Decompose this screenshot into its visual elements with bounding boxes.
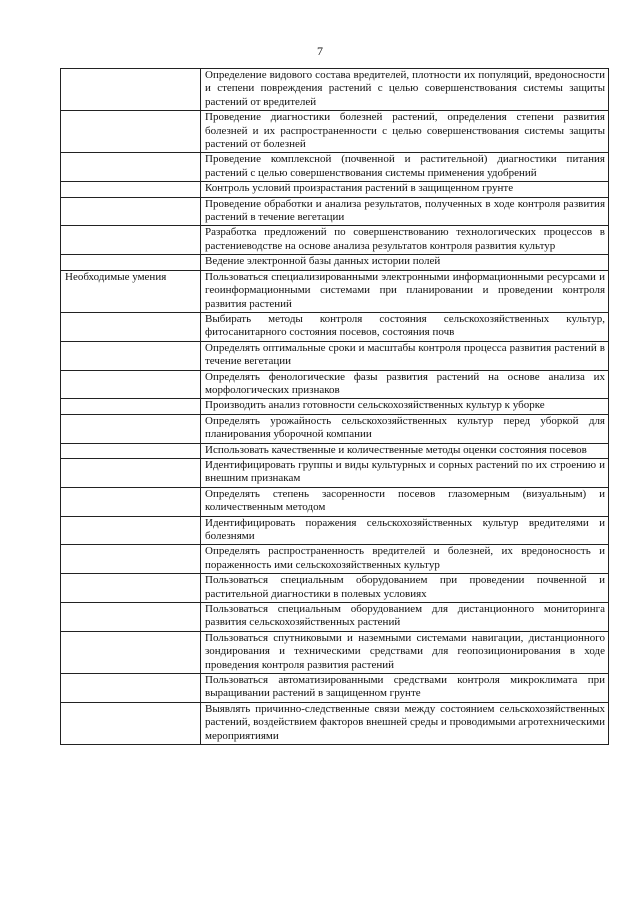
requirement-text: Пользоваться автоматизированными средствами контроля микроклимата при выращивании растений в защищенном грунте — [201, 674, 609, 703]
table-row — [61, 674, 609, 703]
category-cell-empty — [61, 414, 201, 443]
requirement-text: Выявлять причинно-следственные связи между состоянием сельскохозяйственных растений, воздействием факторов внешней среды и проводимыми агротехническими мероприятиями — [201, 702, 609, 744]
table-row — [61, 487, 609, 516]
table-body — [61, 69, 609, 745]
requirement-text: Пользоваться специальным оборудованием для дистанционного мониторинга развития сельскохозяйственных растений — [201, 603, 609, 632]
category-cell-empty — [61, 312, 201, 341]
requirement-text: Использовать качественные и количественные методы оценки состояния посевов — [201, 443, 609, 458]
table-row — [61, 458, 609, 487]
category-cell-empty — [61, 631, 201, 673]
table-row — [61, 399, 609, 414]
requirement-text: Пользоваться специализированными электронными информационными ресурсами и геоинформационными системами при планировании и проведении контроля развития растений — [201, 270, 609, 312]
requirement-text: Ведение электронной базы данных истории полей — [201, 255, 609, 270]
category-cell-empty — [61, 182, 201, 197]
table-row — [61, 370, 609, 399]
category-label: Необходимые умения — [61, 270, 201, 312]
requirement-text: Проведение обработки и анализа результатов, полученных в ходе контроля развития растений в течение вегетации — [201, 197, 609, 226]
table-row — [61, 226, 609, 255]
table-row — [61, 69, 609, 111]
competency-table — [60, 68, 609, 745]
table-row — [61, 270, 609, 312]
category-cell-empty — [61, 545, 201, 574]
category-cell-empty — [61, 226, 201, 255]
table-row — [61, 153, 609, 182]
category-cell-empty — [61, 197, 201, 226]
table-row — [61, 631, 609, 673]
category-cell-empty — [61, 370, 201, 399]
table-row — [61, 516, 609, 545]
requirement-text: Определение видового состава вредителей, плотности их популяций, вредоносности и степени повреждения растений с целью совершенствования системы защиты растений от вредителей — [201, 69, 609, 111]
requirement-text: Идентифицировать группы и виды культурных и сорных растений по их строению и внешним признакам — [201, 458, 609, 487]
requirement-text: Определять фенологические фазы развития растений на основе анализа их морфологических признаков — [201, 370, 609, 399]
requirement-text: Определять оптимальные сроки и масштабы контроля процесса развития растений в течение вегетации — [201, 341, 609, 370]
category-cell-empty — [61, 574, 201, 603]
category-cell-empty — [61, 399, 201, 414]
table-row — [61, 341, 609, 370]
requirement-text: Пользоваться спутниковыми и наземными системами навигации, дистанционного зондирования и техническими средствами для геопозиционирования в ходе проведения контроля развития растений — [201, 631, 609, 673]
table-row — [61, 545, 609, 574]
category-cell-empty — [61, 443, 201, 458]
requirement-text: Проведение комплексной (почвенной и растительной) диагностики питания растений с целью совершенствования системы применения удобрений — [201, 153, 609, 182]
table-row — [61, 197, 609, 226]
category-cell-empty — [61, 603, 201, 632]
requirement-text: Определять урожайность сельскохозяйственных культур перед уборкой для планирования уборочной компании — [201, 414, 609, 443]
table-row — [61, 574, 609, 603]
category-cell-empty — [61, 516, 201, 545]
table-row — [61, 443, 609, 458]
requirement-text: Контроль условий произрастания растений в защищенном грунте — [201, 182, 609, 197]
table-row — [61, 312, 609, 341]
category-cell-empty — [61, 702, 201, 744]
category-cell-empty — [61, 458, 201, 487]
requirement-text: Определять распространенность вредителей и болезней, их вредоносность и пораженность ими сельскохозяйственных культур — [201, 545, 609, 574]
category-cell-empty — [61, 341, 201, 370]
requirement-text: Идентифицировать поражения сельскохозяйственных культур вредителями и болезнями — [201, 516, 609, 545]
requirement-text: Определять степень засоренности посевов глазомерным (визуальным) и количественным методом — [201, 487, 609, 516]
page-number: 7 — [317, 44, 323, 58]
requirement-text: Пользоваться специальным оборудованием при проведении почвенной и растительной диагностики в полевых условиях — [201, 574, 609, 603]
table-row — [61, 414, 609, 443]
requirement-text: Проведение диагностики болезней растений, определения степени развития болезней и их распространенности с целью совершенствования системы защиты растений от болезней — [201, 111, 609, 153]
table-row — [61, 702, 609, 744]
table-row — [61, 255, 609, 270]
table-row — [61, 182, 609, 197]
requirement-text: Производить анализ готовности сельскохозяйственных культур к уборке — [201, 399, 609, 414]
table-row — [61, 111, 609, 153]
requirement-text: Разработка предложений по совершенствованию технологических процессов в растениеводстве на основе анализа результатов контроля развития культур — [201, 226, 609, 255]
category-cell-empty — [61, 111, 201, 153]
category-cell-empty — [61, 487, 201, 516]
requirement-text: Выбирать методы контроля состояния сельскохозяйственных культур, фитосанитарного состояния посевов, состояния почв — [201, 312, 609, 341]
category-cell-empty — [61, 69, 201, 111]
table-row — [61, 603, 609, 632]
category-cell-empty — [61, 255, 201, 270]
category-cell-empty — [61, 153, 201, 182]
category-cell-empty — [61, 674, 201, 703]
